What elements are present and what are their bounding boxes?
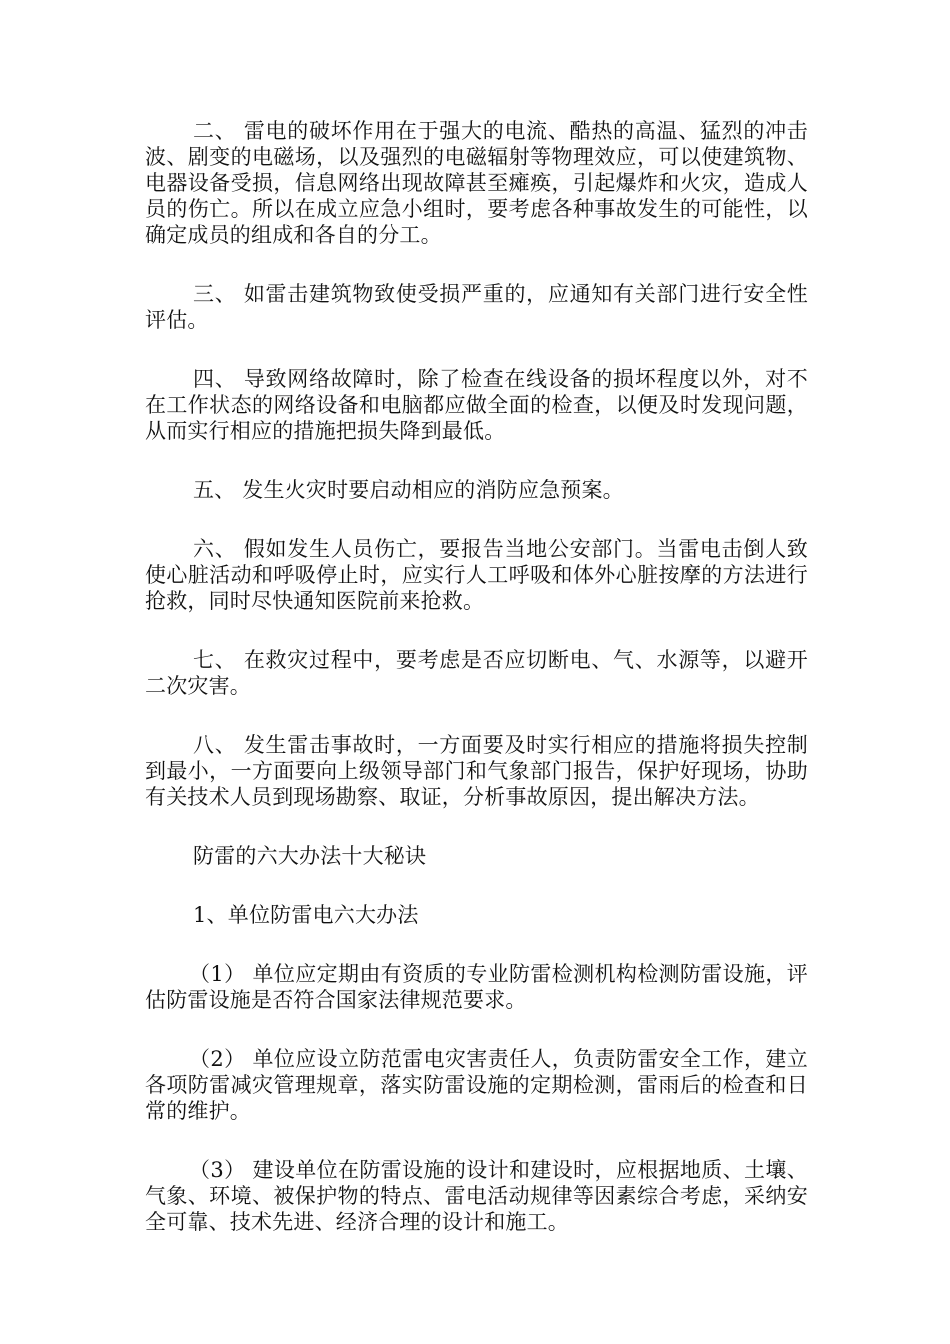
paragraph-item-5: 五、 发生火灾时要启动相应的消防应急预案。 [193, 478, 624, 502]
method-item-1: （1） 单位应定期由有资质的专业防雷检测机构检测防雷设施，评估防雷设施是否符合国家法律规范要求。 [145, 962, 808, 1012]
subsection-heading: 1、单位防雷电六大办法 [193, 903, 419, 927]
paragraph-item-3: 三、 如雷击建筑物致使受损严重的，应通知有关部门进行安全性评估。 [145, 282, 808, 332]
paragraph-item-7: 七、 在救灾过程中，要考虑是否应切断电、气、水源等，以避开二次灾害。 [145, 648, 808, 698]
paragraph-item-6: 六、 假如发生人员伤亡，要报告当地公安部门。当雷电击倒人致使心脏活动和呼吸停止时，应实行人工呼吸和体外心脏按摩的方法进行抢救，同时尽快通知医院前来抢救。 [145, 537, 808, 613]
paragraph-item-8: 八、 发生雷击事故时，一方面要及时实行相应的措施将损失控制到最小，一方面要向上级领导部门和气象部门报告，保护好现场，协助有关技术人员到现场勘察、取证，分析事故原因，提出解决方法。 [145, 733, 808, 809]
method-item-2: （2） 单位应设立防范雷电灾害责任人，负责防雷安全工作，建立各项防雷减灾管理规章，落实防雷设施的定期检测，雷雨后的检查和日常的维护。 [145, 1047, 808, 1123]
document-page [145, 118, 808, 1235]
method-item-3: （3） 建设单位在防雷设施的设计和建设时，应根据地质、土壤、气象、环境、被保护物的特点、雷电活动规律等因素综合考虑，采纳安全可靠、技术先进、经济合理的设计和施工。 [145, 1158, 808, 1234]
paragraph-item-4: 四、 导致网络故障时，除了检查在线设备的损坏程度以外，对不在工作状态的网络设备和电脑都应做全面的检查，以便及时发现问题，从而实行相应的措施把损失降到最低。 [145, 367, 808, 443]
paragraph-item-2: 二、 雷电的破坏作用在于强大的电流、酷热的高温、猛烈的冲击波、剧变的电磁场，以及强烈的电磁辐射等物理效应，可以使建筑物、电器设备受损，信息网络出现故障甚至瘫痪，引起爆炸和火灾，造成人员的伤亡。所以在成立应急小组时，要考虑各种事故发生的可能性，以确定成员的组成和各自的分工。 [145, 119, 808, 247]
section-heading: 防雷的六大办法十大秘诀 [193, 844, 427, 868]
